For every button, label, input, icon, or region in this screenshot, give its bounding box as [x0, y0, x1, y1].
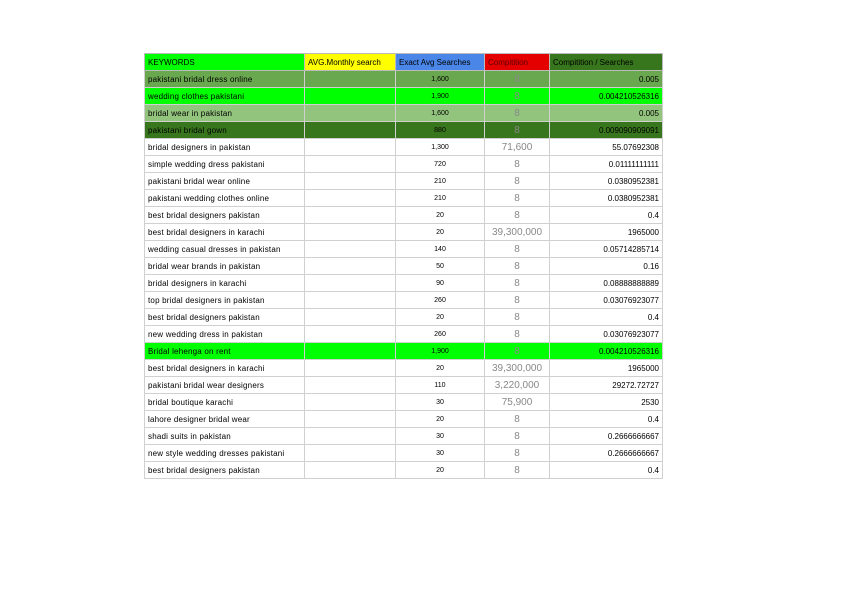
exact-avg-cell[interactable]: 720: [396, 156, 485, 173]
table-row: [145, 122, 663, 139]
table-row: [145, 207, 663, 224]
keyword-cell[interactable]: best bridal designers pakistan: [145, 462, 305, 479]
ratio-cell[interactable]: 55.07692308: [550, 139, 663, 156]
exact-avg-cell[interactable]: 1,600: [396, 105, 485, 122]
ratio-cell[interactable]: 29272.72727: [550, 377, 663, 394]
ratio-cell[interactable]: 0.0380952381: [550, 190, 663, 207]
competition-cell[interactable]: 39,300,000: [485, 360, 550, 377]
exact-avg-cell[interactable]: 1,900: [396, 343, 485, 360]
competition-cell[interactable]: 8: [485, 190, 550, 207]
exact-avg-cell[interactable]: 260: [396, 292, 485, 309]
competition-cell[interactable]: 8: [485, 428, 550, 445]
header-exact-avg-searches[interactable]: Exact Avg Searches: [396, 54, 485, 71]
table-row: [145, 309, 663, 326]
exact-avg-cell[interactable]: 50: [396, 258, 485, 275]
ratio-cell[interactable]: 0.03076923077: [550, 326, 663, 343]
avg-monthly-cell[interactable]: [305, 394, 396, 411]
competition-cell[interactable]: 8: [485, 343, 550, 360]
exact-avg-cell[interactable]: 20: [396, 360, 485, 377]
keyword-cell[interactable]: simple wedding dress pakistani: [145, 156, 305, 173]
avg-monthly-cell[interactable]: [305, 275, 396, 292]
competition-cell[interactable]: 71,600: [485, 139, 550, 156]
exact-avg-cell[interactable]: 20: [396, 224, 485, 241]
exact-avg-cell[interactable]: 140: [396, 241, 485, 258]
ratio-cell[interactable]: 0.4: [550, 309, 663, 326]
keyword-cell[interactable]: top bridal designers in pakistan: [145, 292, 305, 309]
ratio-cell[interactable]: 1965000: [550, 360, 663, 377]
competition-cell[interactable]: 8: [485, 71, 550, 88]
keyword-cell[interactable]: pakistani bridal dress online: [145, 71, 305, 88]
competition-cell[interactable]: 8: [485, 122, 550, 139]
keyword-cell[interactable]: pakistani bridal gown: [145, 122, 305, 139]
ratio-cell[interactable]: 0.01111111111: [550, 156, 663, 173]
competition-cell[interactable]: 8: [485, 411, 550, 428]
ratio-cell[interactable]: 0.4: [550, 411, 663, 428]
exact-avg-cell[interactable]: 1,300: [396, 139, 485, 156]
exact-avg-cell[interactable]: 30: [396, 394, 485, 411]
ratio-cell[interactable]: 0.005: [550, 105, 663, 122]
ratio-cell[interactable]: 0.08888888889: [550, 275, 663, 292]
header-avg-monthly-search[interactable]: AVG.Monthly search: [305, 54, 396, 71]
table-row: [145, 88, 663, 105]
table-row: [145, 224, 663, 241]
exact-avg-cell[interactable]: 30: [396, 428, 485, 445]
competition-cell[interactable]: 75,900: [485, 394, 550, 411]
ratio-cell[interactable]: 0.2666666667: [550, 428, 663, 445]
competition-cell[interactable]: 8: [485, 207, 550, 224]
avg-monthly-cell[interactable]: [305, 173, 396, 190]
ratio-cell[interactable]: 0.2666666667: [550, 445, 663, 462]
avg-monthly-cell[interactable]: [305, 139, 396, 156]
avg-monthly-cell[interactable]: [305, 326, 396, 343]
keyword-cell[interactable]: wedding clothes pakistani: [145, 88, 305, 105]
avg-monthly-cell[interactable]: [305, 241, 396, 258]
table-row: [145, 241, 663, 258]
keyword-cell[interactable]: best bridal designers pakistan: [145, 309, 305, 326]
ratio-cell[interactable]: 0.03076923077: [550, 292, 663, 309]
ratio-cell[interactable]: 0.4: [550, 462, 663, 479]
keyword-cell[interactable]: pakistani bridal wear online: [145, 173, 305, 190]
competition-cell[interactable]: 8: [485, 105, 550, 122]
keyword-cell[interactable]: new style wedding dresses pakistani: [145, 445, 305, 462]
exact-avg-cell[interactable]: 110: [396, 377, 485, 394]
table-row: [145, 190, 663, 207]
table-row: [145, 71, 663, 88]
competition-cell[interactable]: 8: [485, 275, 550, 292]
keyword-sheet-table: [144, 53, 663, 479]
table-row: [145, 105, 663, 122]
keyword-cell[interactable]: wedding casual dresses in pakistan: [145, 241, 305, 258]
keyword-cell[interactable]: best bridal designers in karachi: [145, 224, 305, 241]
table-body: [145, 71, 663, 479]
ratio-cell[interactable]: 0.0380952381: [550, 173, 663, 190]
table-row: [145, 275, 663, 292]
exact-avg-cell[interactable]: 20: [396, 207, 485, 224]
avg-monthly-cell[interactable]: [305, 71, 396, 88]
ratio-cell[interactable]: 0.009090909091: [550, 122, 663, 139]
ratio-cell[interactable]: 0.004210526316: [550, 88, 663, 105]
competition-cell[interactable]: 39,300,000: [485, 224, 550, 241]
exact-avg-cell[interactable]: 30: [396, 445, 485, 462]
avg-monthly-cell[interactable]: [305, 343, 396, 360]
keyword-cell[interactable]: pakistani bridal wear designers: [145, 377, 305, 394]
avg-monthly-cell[interactable]: [305, 105, 396, 122]
table-row: [145, 411, 663, 428]
ratio-cell[interactable]: 1965000: [550, 224, 663, 241]
keyword-cell[interactable]: shadi suits in pakistan: [145, 428, 305, 445]
table-row: [145, 445, 663, 462]
competition-cell[interactable]: 8: [485, 156, 550, 173]
avg-monthly-cell[interactable]: [305, 207, 396, 224]
avg-monthly-cell[interactable]: [305, 411, 396, 428]
header-competition-per-searches[interactable]: Compitition / Searches: [550, 54, 663, 71]
table-row: [145, 258, 663, 275]
avg-monthly-cell[interactable]: [305, 462, 396, 479]
competition-cell[interactable]: 8: [485, 326, 550, 343]
table-row: [145, 156, 663, 173]
competition-cell[interactable]: 8: [485, 88, 550, 105]
table-row: [145, 377, 663, 394]
keyword-cell[interactable]: Bridal lehenga on rent: [145, 343, 305, 360]
avg-monthly-cell[interactable]: [305, 88, 396, 105]
keyword-cell[interactable]: best bridal designers in karachi: [145, 360, 305, 377]
table-row: [145, 173, 663, 190]
keyword-cell[interactable]: bridal boutique karachi: [145, 394, 305, 411]
table-row: [145, 292, 663, 309]
ratio-cell[interactable]: 0.05714285714: [550, 241, 663, 258]
avg-monthly-cell[interactable]: [305, 428, 396, 445]
table-row: [145, 394, 663, 411]
keyword-cell[interactable]: new wedding dress in pakistan: [145, 326, 305, 343]
keyword-cell[interactable]: bridal wear brands in pakistan: [145, 258, 305, 275]
competition-cell[interactable]: 8: [485, 258, 550, 275]
avg-monthly-cell[interactable]: [305, 377, 396, 394]
header-row: [145, 54, 663, 71]
ratio-cell[interactable]: 0.004210526316: [550, 343, 663, 360]
competition-cell[interactable]: 8: [485, 462, 550, 479]
competition-cell[interactable]: 8: [485, 173, 550, 190]
table-row: [145, 428, 663, 445]
keyword-cell[interactable]: pakistani wedding clothes online: [145, 190, 305, 207]
table-row: [145, 360, 663, 377]
competition-cell[interactable]: 3,220,000: [485, 377, 550, 394]
exact-avg-cell[interactable]: 20: [396, 462, 485, 479]
exact-avg-cell[interactable]: 210: [396, 173, 485, 190]
table-row: [145, 462, 663, 479]
avg-monthly-cell[interactable]: [305, 258, 396, 275]
exact-avg-cell[interactable]: 20: [396, 309, 485, 326]
avg-monthly-cell[interactable]: [305, 292, 396, 309]
table-row: [145, 343, 663, 360]
ratio-cell[interactable]: 0.005: [550, 71, 663, 88]
keyword-cell[interactable]: best bridal designers pakistan: [145, 207, 305, 224]
exact-avg-cell[interactable]: 260: [396, 326, 485, 343]
keyword-cell[interactable]: bridal wear in pakistan: [145, 105, 305, 122]
header-competition[interactable]: Compitition: [485, 54, 550, 71]
avg-monthly-cell[interactable]: [305, 309, 396, 326]
competition-cell[interactable]: 8: [485, 241, 550, 258]
competition-cell[interactable]: 8: [485, 445, 550, 462]
avg-monthly-cell[interactable]: [305, 360, 396, 377]
ratio-cell[interactable]: 0.4: [550, 207, 663, 224]
avg-monthly-cell[interactable]: [305, 156, 396, 173]
competition-cell[interactable]: 8: [485, 309, 550, 326]
exact-avg-cell[interactable]: 1,900: [396, 88, 485, 105]
keyword-cell[interactable]: lahore designer bridal wear: [145, 411, 305, 428]
avg-monthly-cell[interactable]: [305, 190, 396, 207]
exact-avg-cell[interactable]: 20: [396, 411, 485, 428]
keyword-cell[interactable]: bridal designers in pakistan: [145, 139, 305, 156]
exact-avg-cell[interactable]: 210: [396, 190, 485, 207]
table-row: [145, 139, 663, 156]
avg-monthly-cell[interactable]: [305, 445, 396, 462]
exact-avg-cell[interactable]: 90: [396, 275, 485, 292]
ratio-cell[interactable]: 0.16: [550, 258, 663, 275]
header-keywords[interactable]: KEYWORDS: [145, 54, 305, 71]
exact-avg-cell[interactable]: 1,600: [396, 71, 485, 88]
avg-monthly-cell[interactable]: [305, 122, 396, 139]
exact-avg-cell[interactable]: 880: [396, 122, 485, 139]
avg-monthly-cell[interactable]: [305, 224, 396, 241]
table-row: [145, 326, 663, 343]
keyword-cell[interactable]: bridal designers in karachi: [145, 275, 305, 292]
ratio-cell[interactable]: 2530: [550, 394, 663, 411]
competition-cell[interactable]: 8: [485, 292, 550, 309]
